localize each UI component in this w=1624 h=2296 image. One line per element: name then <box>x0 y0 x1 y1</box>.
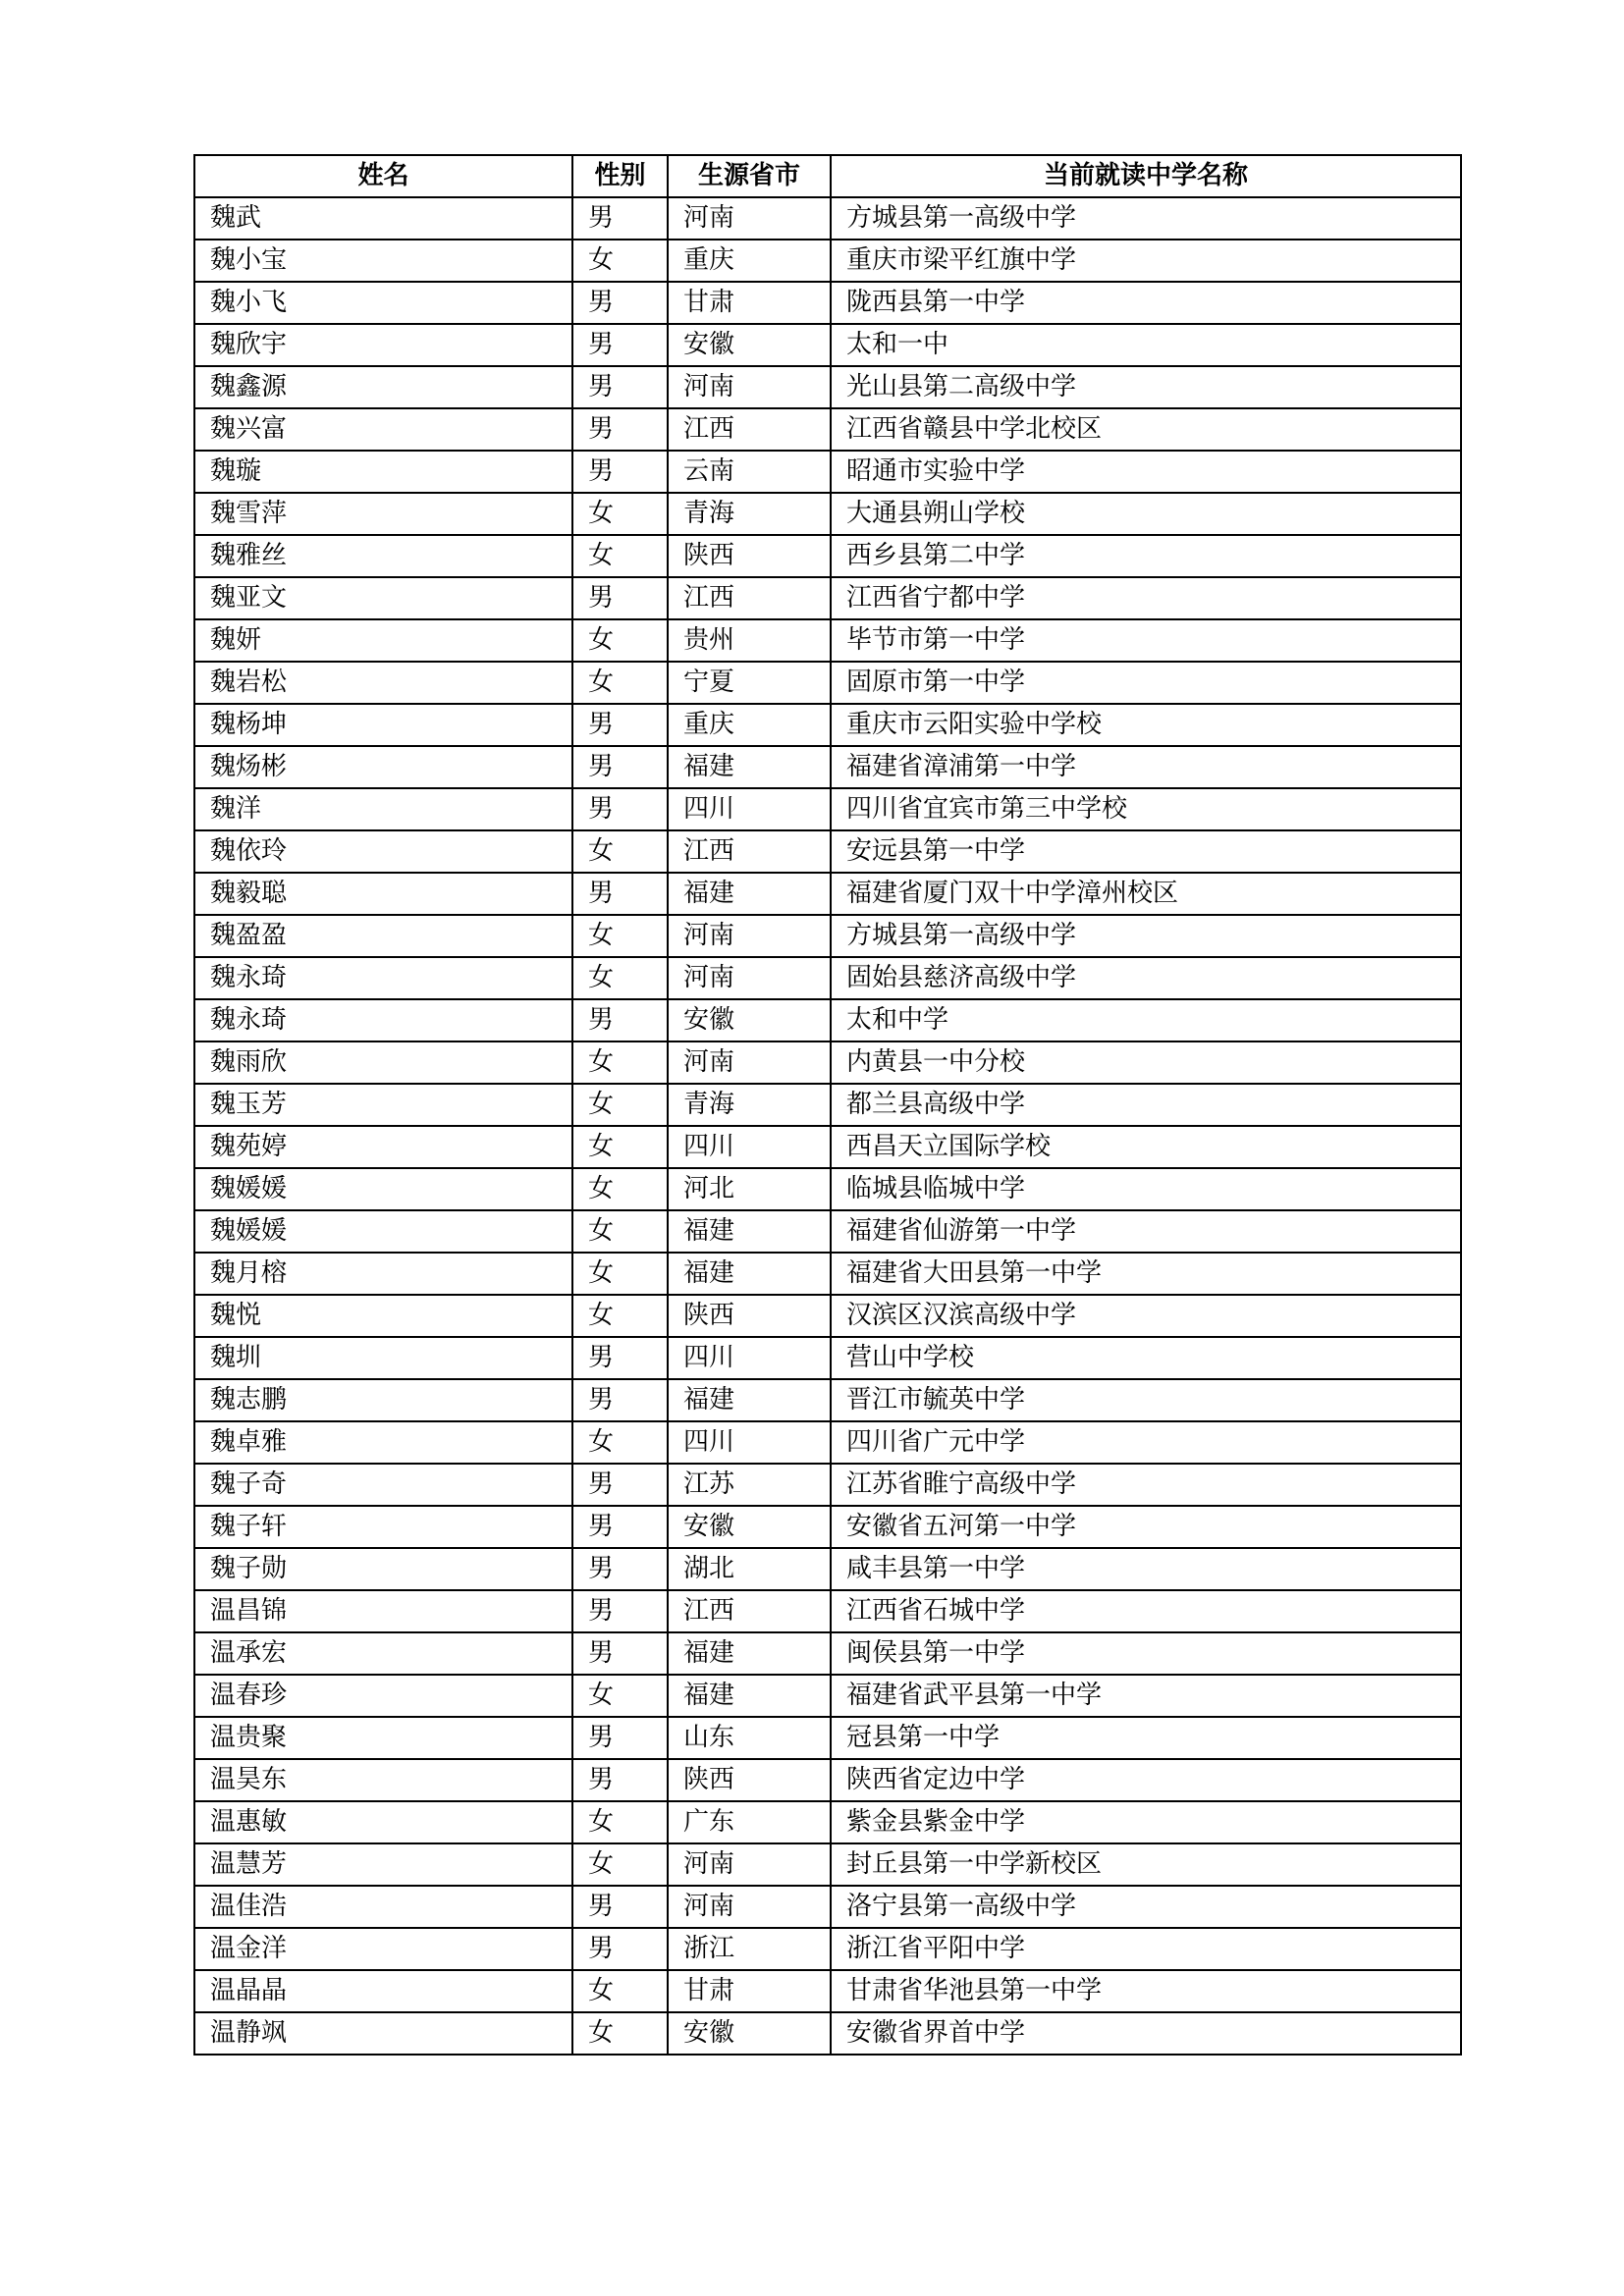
cell-school: 浙江省平阳中学 <box>831 1928 1461 1970</box>
cell-school: 闽侯县第一中学 <box>831 1632 1461 1675</box>
cell-province: 福建 <box>668 1675 831 1717</box>
cell-name: 温慧芳 <box>194 1843 572 1886</box>
header-gender: 性别 <box>572 155 668 197</box>
cell-gender: 女 <box>572 619 668 662</box>
cell-province: 云南 <box>668 451 831 493</box>
cell-province: 河南 <box>668 1843 831 1886</box>
table-row <box>194 1759 1461 1801</box>
cell-school: 重庆市梁平红旗中学 <box>831 240 1461 282</box>
cell-province: 江西 <box>668 830 831 873</box>
cell-gender: 女 <box>572 1970 668 2012</box>
cell-province: 福建 <box>668 873 831 915</box>
cell-province: 甘肃 <box>668 282 831 324</box>
cell-school: 汉滨区汉滨高级中学 <box>831 1295 1461 1337</box>
cell-name: 温静飒 <box>194 2012 572 2055</box>
cell-gender: 男 <box>572 408 668 451</box>
cell-gender: 女 <box>572 1210 668 1253</box>
cell-name: 魏武 <box>194 197 572 240</box>
table-row <box>194 999 1461 1041</box>
cell-school: 安徽省五河第一中学 <box>831 1506 1461 1548</box>
cell-gender: 女 <box>572 662 668 704</box>
cell-name: 魏苑婷 <box>194 1126 572 1168</box>
table-row <box>194 324 1461 366</box>
cell-province: 山东 <box>668 1717 831 1759</box>
cell-name: 温贵聚 <box>194 1717 572 1759</box>
cell-name: 魏子轩 <box>194 1506 572 1548</box>
table-row <box>194 535 1461 577</box>
table-row <box>194 577 1461 619</box>
cell-school: 四川省宜宾市第三中学校 <box>831 788 1461 830</box>
cell-province: 陕西 <box>668 1295 831 1337</box>
table-row <box>194 1970 1461 2012</box>
cell-school: 内黄县一中分校 <box>831 1041 1461 1084</box>
cell-province: 福建 <box>668 1632 831 1675</box>
header-name: 姓名 <box>194 155 572 197</box>
cell-gender: 女 <box>572 240 668 282</box>
cell-name: 魏永琦 <box>194 957 572 999</box>
table-row <box>194 1253 1461 1295</box>
table-row <box>194 197 1461 240</box>
cell-school: 太和中学 <box>831 999 1461 1041</box>
cell-name: 魏依玲 <box>194 830 572 873</box>
cell-province: 河南 <box>668 197 831 240</box>
cell-school: 昭通市实验中学 <box>831 451 1461 493</box>
cell-gender: 女 <box>572 1126 668 1168</box>
cell-province: 福建 <box>668 1253 831 1295</box>
cell-province: 江西 <box>668 577 831 619</box>
cell-school: 方城县第一高级中学 <box>831 197 1461 240</box>
cell-gender: 女 <box>572 1168 668 1210</box>
table-row <box>194 451 1461 493</box>
cell-gender: 男 <box>572 282 668 324</box>
cell-province: 湖北 <box>668 1548 831 1590</box>
cell-name: 温晶晶 <box>194 1970 572 2012</box>
cell-name: 温承宏 <box>194 1632 572 1675</box>
table-row <box>194 493 1461 535</box>
table-row <box>194 1295 1461 1337</box>
cell-gender: 女 <box>572 1675 668 1717</box>
table-row <box>194 1337 1461 1379</box>
cell-school: 冠县第一中学 <box>831 1717 1461 1759</box>
cell-school: 西乡县第二中学 <box>831 535 1461 577</box>
cell-gender: 女 <box>572 1843 668 1886</box>
table-row <box>194 1210 1461 1253</box>
cell-school: 江西省宁都中学 <box>831 577 1461 619</box>
cell-name: 魏鑫源 <box>194 366 572 408</box>
table-row <box>194 915 1461 957</box>
cell-school: 安远县第一中学 <box>831 830 1461 873</box>
cell-gender: 男 <box>572 1337 668 1379</box>
table-row <box>194 1041 1461 1084</box>
cell-name: 魏雅丝 <box>194 535 572 577</box>
cell-province: 浙江 <box>668 1928 831 1970</box>
cell-name: 温惠敏 <box>194 1801 572 1843</box>
cell-name: 魏岩松 <box>194 662 572 704</box>
table-row <box>194 830 1461 873</box>
cell-school: 江西省石城中学 <box>831 1590 1461 1632</box>
table-row <box>194 1928 1461 1970</box>
table-row <box>194 282 1461 324</box>
cell-gender: 男 <box>572 324 668 366</box>
cell-school: 甘肃省华池县第一中学 <box>831 1970 1461 2012</box>
table-header-row <box>194 155 1461 197</box>
cell-gender: 男 <box>572 788 668 830</box>
table-row <box>194 746 1461 788</box>
cell-name: 魏雨欣 <box>194 1041 572 1084</box>
cell-name: 魏圳 <box>194 1337 572 1379</box>
cell-gender: 男 <box>572 873 668 915</box>
cell-school: 陇西县第一中学 <box>831 282 1461 324</box>
cell-school: 福建省武平县第一中学 <box>831 1675 1461 1717</box>
table-body <box>194 197 1461 2055</box>
cell-school: 紫金县紫金中学 <box>831 1801 1461 1843</box>
table-row <box>194 1084 1461 1126</box>
header-school: 当前就读中学名称 <box>831 155 1461 197</box>
cell-school: 封丘县第一中学新校区 <box>831 1843 1461 1886</box>
cell-gender: 男 <box>572 1928 668 1970</box>
cell-school: 毕节市第一中学 <box>831 619 1461 662</box>
table-row <box>194 366 1461 408</box>
cell-gender: 男 <box>572 1886 668 1928</box>
cell-name: 魏盈盈 <box>194 915 572 957</box>
cell-name: 温春珍 <box>194 1675 572 1717</box>
cell-school: 西昌天立国际学校 <box>831 1126 1461 1168</box>
cell-gender: 男 <box>572 366 668 408</box>
cell-school: 营山中学校 <box>831 1337 1461 1379</box>
cell-school: 福建省仙游第一中学 <box>831 1210 1461 1253</box>
cell-province: 四川 <box>668 1337 831 1379</box>
table-row <box>194 1168 1461 1210</box>
cell-province: 河南 <box>668 915 831 957</box>
cell-name: 魏妍 <box>194 619 572 662</box>
cell-school: 陕西省定边中学 <box>831 1759 1461 1801</box>
table-row <box>194 1506 1461 1548</box>
cell-province: 四川 <box>668 1126 831 1168</box>
cell-gender: 女 <box>572 535 668 577</box>
table-row <box>194 873 1461 915</box>
table-row <box>194 1801 1461 1843</box>
cell-province: 福建 <box>668 746 831 788</box>
cell-gender: 男 <box>572 1548 668 1590</box>
cell-name: 温佳浩 <box>194 1886 572 1928</box>
cell-gender: 男 <box>572 1506 668 1548</box>
cell-name: 温昊东 <box>194 1759 572 1801</box>
cell-province: 甘肃 <box>668 1970 831 2012</box>
cell-name: 魏子勋 <box>194 1548 572 1590</box>
cell-name: 魏媛媛 <box>194 1210 572 1253</box>
cell-name: 魏志鹏 <box>194 1379 572 1421</box>
cell-school: 四川省广元中学 <box>831 1421 1461 1464</box>
cell-school: 太和一中 <box>831 324 1461 366</box>
cell-school: 重庆市云阳实验中学校 <box>831 704 1461 746</box>
cell-gender: 女 <box>572 493 668 535</box>
cell-province: 河南 <box>668 957 831 999</box>
cell-gender: 女 <box>572 1801 668 1843</box>
table-row <box>194 704 1461 746</box>
cell-school: 临城县临城中学 <box>831 1168 1461 1210</box>
cell-name: 魏兴富 <box>194 408 572 451</box>
table-row <box>194 1632 1461 1675</box>
cell-gender: 女 <box>572 957 668 999</box>
cell-name: 魏欣宇 <box>194 324 572 366</box>
cell-province: 青海 <box>668 493 831 535</box>
table-row <box>194 1464 1461 1506</box>
cell-province: 河南 <box>668 366 831 408</box>
cell-gender: 女 <box>572 1253 668 1295</box>
cell-gender: 男 <box>572 197 668 240</box>
table-row <box>194 2012 1461 2055</box>
cell-gender: 女 <box>572 2012 668 2055</box>
cell-gender: 男 <box>572 451 668 493</box>
table-row <box>194 957 1461 999</box>
student-roster-table <box>193 154 1462 2056</box>
cell-province: 重庆 <box>668 704 831 746</box>
cell-gender: 女 <box>572 1421 668 1464</box>
cell-school: 方城县第一高级中学 <box>831 915 1461 957</box>
cell-province: 重庆 <box>668 240 831 282</box>
table-row <box>194 1548 1461 1590</box>
cell-province: 陕西 <box>668 535 831 577</box>
cell-school: 福建省大田县第一中学 <box>831 1253 1461 1295</box>
cell-school: 福建省厦门双十中学漳州校区 <box>831 873 1461 915</box>
cell-name: 魏杨坤 <box>194 704 572 746</box>
cell-name: 魏小飞 <box>194 282 572 324</box>
table-row <box>194 788 1461 830</box>
cell-name: 魏媛媛 <box>194 1168 572 1210</box>
cell-gender: 女 <box>572 1041 668 1084</box>
cell-gender: 男 <box>572 1379 668 1421</box>
cell-name: 魏亚文 <box>194 577 572 619</box>
cell-name: 魏璇 <box>194 451 572 493</box>
cell-school: 江苏省睢宁高级中学 <box>831 1464 1461 1506</box>
cell-gender: 男 <box>572 999 668 1041</box>
table-row <box>194 1675 1461 1717</box>
cell-gender: 女 <box>572 830 668 873</box>
cell-province: 安徽 <box>668 1506 831 1548</box>
cell-province: 陕西 <box>668 1759 831 1801</box>
cell-province: 广东 <box>668 1801 831 1843</box>
table-row <box>194 1886 1461 1928</box>
cell-school: 都兰县高级中学 <box>831 1084 1461 1126</box>
cell-school: 江西省赣县中学北校区 <box>831 408 1461 451</box>
cell-school: 晋江市毓英中学 <box>831 1379 1461 1421</box>
cell-name: 魏雪萍 <box>194 493 572 535</box>
cell-province: 安徽 <box>668 324 831 366</box>
cell-name: 魏毅聪 <box>194 873 572 915</box>
cell-province: 宁夏 <box>668 662 831 704</box>
cell-province: 河北 <box>668 1168 831 1210</box>
cell-name: 魏悦 <box>194 1295 572 1337</box>
table-row <box>194 1590 1461 1632</box>
cell-school: 咸丰县第一中学 <box>831 1548 1461 1590</box>
cell-province: 江西 <box>668 408 831 451</box>
cell-gender: 女 <box>572 1084 668 1126</box>
cell-gender: 男 <box>572 746 668 788</box>
cell-province: 福建 <box>668 1379 831 1421</box>
cell-province: 河南 <box>668 1041 831 1084</box>
table-row <box>194 1126 1461 1168</box>
cell-school: 固原市第一中学 <box>831 662 1461 704</box>
header-province: 生源省市 <box>668 155 831 197</box>
table-row <box>194 1379 1461 1421</box>
cell-province: 安徽 <box>668 2012 831 2055</box>
cell-province: 青海 <box>668 1084 831 1126</box>
cell-name: 魏月榕 <box>194 1253 572 1295</box>
cell-gender: 男 <box>572 1590 668 1632</box>
cell-school: 安徽省界首中学 <box>831 2012 1461 2055</box>
cell-school: 光山县第二高级中学 <box>831 366 1461 408</box>
cell-gender: 男 <box>572 1464 668 1506</box>
table-row <box>194 1421 1461 1464</box>
table-row <box>194 662 1461 704</box>
cell-name: 魏卓雅 <box>194 1421 572 1464</box>
cell-gender: 男 <box>572 1759 668 1801</box>
cell-school: 洛宁县第一高级中学 <box>831 1886 1461 1928</box>
table-row <box>194 408 1461 451</box>
cell-gender: 男 <box>572 704 668 746</box>
table-row <box>194 240 1461 282</box>
cell-name: 温昌锦 <box>194 1590 572 1632</box>
cell-gender: 女 <box>572 1295 668 1337</box>
table-row <box>194 619 1461 662</box>
cell-name: 魏小宝 <box>194 240 572 282</box>
cell-name: 魏子奇 <box>194 1464 572 1506</box>
cell-name: 魏洋 <box>194 788 572 830</box>
cell-name: 魏永琦 <box>194 999 572 1041</box>
cell-province: 安徽 <box>668 999 831 1041</box>
cell-province: 福建 <box>668 1210 831 1253</box>
cell-name: 魏玉芳 <box>194 1084 572 1126</box>
cell-school: 福建省漳浦第一中学 <box>831 746 1461 788</box>
table-row <box>194 1843 1461 1886</box>
cell-province: 四川 <box>668 1421 831 1464</box>
cell-school: 大通县朔山学校 <box>831 493 1461 535</box>
cell-province: 江苏 <box>668 1464 831 1506</box>
cell-province: 江西 <box>668 1590 831 1632</box>
cell-name: 温金洋 <box>194 1928 572 1970</box>
cell-gender: 男 <box>572 577 668 619</box>
cell-province: 河南 <box>668 1886 831 1928</box>
cell-province: 贵州 <box>668 619 831 662</box>
cell-gender: 男 <box>572 1717 668 1759</box>
cell-name: 魏炀彬 <box>194 746 572 788</box>
cell-school: 固始县慈济高级中学 <box>831 957 1461 999</box>
cell-gender: 女 <box>572 915 668 957</box>
table-row <box>194 1717 1461 1759</box>
cell-province: 四川 <box>668 788 831 830</box>
cell-gender: 男 <box>572 1632 668 1675</box>
